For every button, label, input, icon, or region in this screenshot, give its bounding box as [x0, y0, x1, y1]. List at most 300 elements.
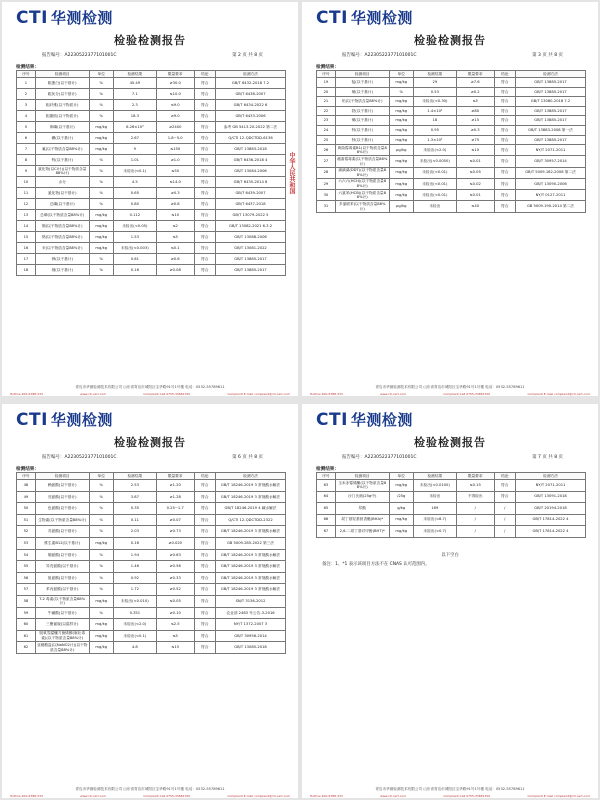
table-cell: 符合: [194, 607, 216, 619]
table-cell: /: [494, 503, 516, 515]
table-cell: GB/T 17814-2022 4: [516, 526, 586, 538]
column-header: 检测项目: [35, 71, 89, 78]
table-cell: 未检出(<0.05): [113, 221, 156, 232]
table-cell: ≤0.15: [456, 480, 494, 492]
table-cell: 18: [17, 265, 36, 276]
table-cell: 六氯苯(HCB)(以干物质含量88%计): [335, 190, 389, 201]
table-cell: /: [494, 514, 516, 526]
table-row: [17, 503, 286, 515]
table-cell: %: [89, 491, 113, 503]
table-cell: 符合: [194, 537, 216, 549]
column-header: 检测项目: [35, 473, 89, 480]
table-cell: 氯化物(以Cl计)(以干物质含量88%计): [35, 166, 89, 177]
table-cell: 62: [17, 642, 36, 654]
table-cell: GB/T 18246-2019 3 常规酸水解法: [216, 572, 286, 584]
column-header: 单位: [389, 71, 413, 78]
table-cell: ≥9.0: [156, 111, 194, 122]
table-cell: 4.5: [113, 177, 156, 188]
table-cell: 未检出(<2.0): [413, 145, 456, 156]
table-row: [17, 133, 286, 144]
table-cell: 符合: [494, 190, 516, 201]
table-cell: 31: [317, 201, 336, 212]
table-cell: 亚硝酸盐(以NaNO2计)(以干物质含量88%计): [36, 642, 88, 652]
table-cell: GB/T 18246-2019 3 常规酸水解法: [216, 491, 286, 503]
table-row: [17, 177, 286, 188]
table-cell: mg/kg: [389, 178, 413, 189]
table-row: [17, 243, 286, 254]
table-row: [17, 199, 286, 210]
table-cell: 未检出(<0.30): [413, 97, 456, 107]
table-cell: %: [89, 111, 113, 122]
table-cell: 0.92: [113, 572, 156, 584]
table-cell: mg/kg: [389, 116, 413, 126]
table-cell: 符合: [494, 87, 516, 97]
table-cell: 59: [17, 607, 36, 619]
hotline-bar: Hotline 400-6788-333 www.cti-cert.com Complaint Call 0755-33681700 Complaint E-mail complaint@cti-cert.com: [10, 794, 290, 798]
table-cell: 钾(以干基计): [35, 254, 89, 265]
report-page-4: [302, 404, 598, 798]
table-cell: 锌(以干基计): [335, 125, 389, 135]
table-cell: %: [89, 199, 113, 210]
table-cell: 不得检出: [456, 491, 494, 503]
table-row: [17, 155, 286, 166]
footer-address: 青岛市华测检测技术有限公司 山东省青岛市城阳区宝华路91号1号楼 电话：0532-55789611: [375, 384, 525, 389]
table-cell: ≥30.0: [156, 78, 194, 89]
table-cell: 符合: [494, 78, 516, 88]
page-title: 检验检测报告: [114, 34, 186, 47]
column-header: 检测方法: [516, 71, 586, 78]
table-row: [17, 111, 286, 122]
table-cell: 2,6-二叔丁基对甲酚(BHT)*: [335, 526, 389, 538]
table-cell: mg/kg: [389, 526, 413, 538]
table-cell: 苯丙氨酸(以干基计): [35, 584, 89, 596]
table-cell: 粗纤维(以干物质计): [35, 100, 89, 111]
table-cell: mg/kg: [89, 122, 113, 133]
table-cell: ≥1.20: [156, 480, 194, 492]
table-cell: 25: [317, 135, 336, 145]
table-cell: 符合: [194, 210, 216, 221]
table-row: [317, 135, 586, 145]
table-cell: GB/T 6436-2018 4: [216, 155, 286, 166]
table-cell: 符合: [494, 135, 516, 145]
table-row: [17, 642, 286, 654]
table-cell: 49: [17, 491, 36, 503]
table-cell: mg/kg: [389, 190, 413, 201]
table-cell: NY/T 1372-2007 3: [216, 619, 286, 631]
column-header: 检测方法: [216, 71, 286, 78]
table-cell: 51: [17, 514, 36, 526]
table-cell: ≥7.6: [456, 78, 494, 88]
table-cell: 钙(以干基计): [35, 155, 89, 166]
results-label: 检测结果：: [16, 65, 39, 70]
table-row: [17, 584, 286, 596]
table-cell: GB/T 13885-2017: [516, 135, 586, 145]
table-cell: 6: [17, 133, 36, 144]
table-cell: 铅(以干物质含量88%计): [335, 97, 389, 107]
footer-address: 青岛市华测检测技术有限公司 山东省青岛市城阳区宝华路91号1号楼 电话：0532-55789611: [375, 786, 525, 791]
table-cell: mg/kg: [389, 106, 413, 116]
table-cell: ≥0.3: [456, 125, 494, 135]
cti-logo: CTI 华测检测: [16, 8, 113, 28]
table-row: [17, 595, 286, 607]
table-cell: 60: [17, 619, 36, 631]
table-cell: GB/T 18246-2019 3 常规酸水解法: [216, 549, 286, 561]
table-cell: 符合: [194, 265, 216, 276]
table-cell: ≤5: [156, 232, 194, 243]
table-cell: 生物素(以干物质含量88%计): [35, 514, 89, 526]
table-cell: mg/kg: [389, 156, 413, 167]
table-cell: 符合: [194, 584, 216, 596]
table-cell: 2.03: [113, 526, 156, 538]
table-cell: ≥15: [456, 116, 494, 126]
table-cell: 3: [17, 100, 36, 111]
table-cell: GB/T 13885-2017: [516, 78, 586, 88]
table-cell: 4: [17, 111, 36, 122]
table-cell: 钠(以干基计): [35, 265, 89, 276]
table-cell: 亮氨酸(以干基计): [35, 491, 89, 503]
table-cell: mg/kg: [389, 480, 413, 492]
table-cell: %: [89, 514, 113, 526]
table-row: [317, 190, 586, 201]
table-cell: GB/T 13885-2017: [516, 116, 586, 126]
table-row: [317, 480, 586, 492]
end-marker: 以下空白: [441, 553, 459, 558]
table-cell: 氟(以干物质含量88%计): [35, 144, 89, 155]
table-cell: 2.67: [113, 133, 156, 144]
table-cell: mg/kg: [89, 210, 113, 221]
table-cell: ≤0.1: [156, 243, 194, 254]
table-cell: /: [494, 526, 516, 538]
table-cell: ≤50: [156, 166, 194, 177]
table-cell: 锰(以干基计): [335, 78, 389, 88]
table-cell: mg/kg: [389, 78, 413, 88]
table-cell: NY/T 2071-2011: [516, 480, 586, 492]
side-mark: 中华人民共和国: [288, 152, 295, 194]
table-cell: 8: [17, 155, 36, 166]
column-header: 检测结果: [113, 71, 156, 78]
table-cell: mg/kg: [389, 135, 413, 145]
table-cell: 24: [317, 125, 336, 135]
table-cell: 30: [317, 190, 336, 201]
footer-address: 青岛市华测检测技术有限公司 山东省青岛市城阳区宝华路91号1号楼 电话：0532-55789611: [75, 384, 225, 389]
table-cell: GB/T 13883-2018: [216, 144, 286, 155]
table-cell: 符合: [194, 177, 216, 188]
table-cell: 总砷(以干物质含量88%计): [35, 210, 89, 221]
table-cell: NY/T 0127-2011: [516, 190, 586, 201]
table-row: [317, 78, 586, 88]
table-cell: %: [89, 89, 113, 100]
table-row: [317, 97, 586, 107]
report-meta: 报告编号：A2230522377101001C 第 3 页 共 8 页: [342, 53, 563, 58]
table-cell: 符合: [494, 491, 516, 503]
column-header: 单位: [89, 71, 113, 78]
table-cell: 铁(以干基计): [335, 106, 389, 116]
table-cell: 组氨酸(以干基计): [35, 572, 89, 584]
table-row: [17, 537, 286, 549]
table-cell: 碘(以干基计): [35, 133, 89, 144]
table-cell: 52: [17, 526, 36, 538]
table-cell: 未检出(<0.01): [413, 190, 456, 201]
table-cell: 15: [17, 232, 36, 243]
table-cell: 11: [17, 188, 36, 199]
table-row: [17, 144, 286, 155]
table-cell: 氯化物(以干基计): [35, 188, 89, 199]
table-cell: 未检出: [413, 491, 456, 503]
table-cell: 未检出(<0.0100): [413, 480, 456, 492]
table-cell: GB/T 18246-2019 3 常规酸水解法: [216, 561, 286, 573]
table-cell: 符合: [194, 572, 216, 584]
table-cell: ≤0.05: [156, 595, 194, 607]
table-cell: %: [89, 177, 113, 188]
table-cell: 三聚氰胺(以湿样计): [35, 619, 89, 631]
results-label: 检测结果：: [316, 467, 339, 472]
table-cell: ≥0.33: [156, 572, 194, 584]
table-cell: mg/kg: [389, 514, 413, 526]
table-cell: GB/T 6437-2018: [216, 199, 286, 210]
table-row: [17, 221, 286, 232]
table-cell: 9: [113, 144, 156, 155]
table-cell: ≤5: [156, 630, 194, 642]
table-cell: 26: [317, 145, 336, 156]
table-row: [17, 188, 286, 199]
table-cell: ≥1.28: [156, 491, 194, 503]
table-cell: 0.16: [113, 265, 156, 276]
column-header: 结论: [494, 71, 516, 78]
table-cell: 符合: [194, 100, 216, 111]
results-label: 检测结果：: [16, 467, 39, 472]
table-cell: mg/kg: [89, 144, 113, 155]
table-cell: 农业部 2483 号公告-3-2016: [216, 607, 286, 619]
table-cell: GB/T 5009.162-2008 第二法: [516, 167, 586, 178]
table-cell: 未检出(<0.01): [413, 167, 456, 178]
column-header: 检测项目: [335, 71, 389, 78]
table-cell: 黄曲霉毒素B1(以干物质含量88%计): [335, 145, 389, 156]
table-cell: 57: [17, 584, 36, 596]
table-cell: 29: [317, 178, 336, 189]
table-cell: GB/T 30956-2014: [216, 630, 286, 642]
table-row: [317, 145, 586, 156]
table-cell: 65: [317, 503, 336, 515]
table-cell: 未检出(<0.01): [413, 178, 456, 189]
table-row: [317, 106, 586, 116]
table-cell: 玉米赤霉烯酮(以干物质含量88%计): [335, 480, 389, 492]
hotline-bar: Hotline 400-6788-333 www.cti-cert.com Complaint Call 0755-33681700 Complaint E-mail complaint@cti-cert.com: [10, 392, 290, 396]
table-cell: mg/kg: [89, 642, 113, 654]
table-cell: GB/T 6435-2014 8: [216, 177, 286, 188]
table-cell: GB/T 6438-2007: [216, 89, 286, 100]
column-header: 序号: [17, 473, 36, 480]
table-cell: 符合: [194, 503, 216, 515]
table-cell: 符合: [194, 89, 216, 100]
table-cell: 0.80: [113, 199, 156, 210]
page-title: 检验检测报告: [414, 436, 486, 449]
table-cell: 符合: [194, 199, 216, 210]
report-page-1: [2, 2, 298, 396]
table-cell: 23: [317, 116, 336, 126]
table-cell: 61: [17, 630, 36, 642]
column-header: 检测方法: [516, 473, 586, 480]
table-row: [17, 166, 286, 177]
table-cell: ≥0.020: [156, 537, 194, 549]
table-row: [17, 619, 286, 631]
table-cell: 45.49: [113, 78, 156, 89]
table-cell: 符合: [194, 243, 216, 254]
table-cell: ≥2400: [156, 122, 194, 133]
table-cell: ≥0.63: [156, 549, 194, 561]
table-cell: Q/CTI 12-QDCTDD-6136: [216, 133, 286, 144]
table-cell: 赖氨酸(以干基计): [35, 480, 89, 492]
table-cell: mg/kg: [89, 595, 113, 607]
table-cell: mg/kg: [89, 619, 113, 631]
hotline-bar: Hotline 400-6788-333 www.cti-cert.com Complaint Call 0755-33681700 Complaint E-mail complaint@cti-cert.com: [310, 392, 590, 396]
table-cell: GB/T 13082-2021 6.3.2: [216, 221, 286, 232]
table-cell: 0.25~1.7: [156, 503, 194, 515]
table-cell: GB/T 17814-2022 4: [516, 514, 586, 526]
table-cell: 20: [317, 87, 336, 97]
table-cell: GB/T 13084-2006: [216, 166, 286, 177]
table-cell: ≥75: [456, 135, 494, 145]
table-cell: 符合: [494, 125, 516, 135]
table-cell: /: [456, 514, 494, 526]
table-cell: 1.72: [113, 584, 156, 596]
table-cell: mg/kg: [89, 221, 113, 232]
table-cell: 0.95: [413, 125, 456, 135]
column-header: 检测项目: [335, 473, 389, 480]
table-header-row: [317, 71, 586, 78]
cti-logo: CTI 华测检测: [316, 410, 413, 430]
table-cell: ≤10: [456, 145, 494, 156]
table-cell: 29: [413, 78, 456, 88]
table-cell: %: [89, 526, 113, 538]
table-cell: mg/kg: [89, 537, 113, 549]
table-cell: 符合: [494, 156, 516, 167]
table-cell: %: [89, 78, 113, 89]
table-row: [17, 254, 286, 265]
column-header: 单位: [89, 473, 113, 480]
table-cell: 铬(以干物质含量88%计): [35, 232, 89, 243]
table-cell: ≤40: [456, 201, 494, 212]
table-cell: 10: [17, 177, 36, 188]
table-cell: 67: [317, 526, 336, 538]
table-cell: 28: [317, 167, 336, 178]
table-cell: 汞(以干物质含量88%计): [35, 243, 89, 254]
table-cell: 7.1: [113, 89, 156, 100]
table-cell: 尿酸: [335, 503, 389, 515]
table-cell: mg/kg: [389, 167, 413, 178]
table-cell: GB/T 13885-2017: [216, 265, 286, 276]
table-cell: mg/kg: [389, 97, 413, 107]
table-cell: 2.53: [113, 480, 156, 492]
table-cell: ≤0.01: [456, 190, 494, 201]
table-cell: 维生素B12(以干基计): [35, 537, 89, 549]
table-cell: /: [456, 503, 494, 515]
table-cell: 符合: [194, 526, 216, 538]
table-row: [317, 526, 586, 538]
table-row: [17, 122, 286, 133]
table-row: [317, 491, 586, 503]
table-cell: 叔丁基羟基茴香醚(BHA)*: [335, 514, 389, 526]
table-cell: 1.53: [113, 232, 156, 243]
table-row: [317, 156, 586, 167]
table-cell: mg/kg: [89, 630, 113, 642]
table-cell: %: [89, 265, 113, 276]
table-cell: ≤0.05: [456, 167, 494, 178]
table-cell: ≤10: [156, 210, 194, 221]
column-header: 检测方法: [216, 473, 286, 480]
table-cell: GB/T 20194-2018: [516, 503, 586, 515]
table-cell: 7: [17, 144, 36, 155]
table-cell: T-2 毒素(以干物质含量88%计): [35, 595, 89, 607]
table-cell: 3.87: [113, 491, 156, 503]
table-cell: 14: [17, 221, 36, 232]
table-cell: Q/CTI 12-QDCTDD-2322: [216, 514, 286, 526]
table-cell: 色氨酸(以干基计): [35, 503, 89, 515]
table-cell: ≥0.6: [156, 254, 194, 265]
table-row: [17, 232, 286, 243]
table-cell: %: [89, 572, 113, 584]
table-cell: 53: [17, 537, 36, 549]
table-cell: 2.3: [113, 100, 156, 111]
table-cell: 符合: [194, 549, 216, 561]
column-header: 限量要求: [456, 473, 494, 480]
table-cell: %: [89, 100, 113, 111]
table-cell: GB/T 6434-2022 6: [216, 100, 286, 111]
table-cell: ≥0.52: [156, 584, 194, 596]
table-cell: 17: [17, 254, 36, 265]
table-cell: 铜(以干基计): [335, 116, 389, 126]
table-cell: /: [456, 526, 494, 538]
table-cell: %: [389, 87, 413, 97]
table-cell: %: [89, 166, 113, 177]
table-cell: 未检出: [413, 201, 456, 212]
table-cell: 总磷(以干基计): [35, 199, 89, 210]
table-cell: %: [89, 480, 113, 492]
column-header: 序号: [317, 71, 336, 78]
table-cell: 0.61: [113, 254, 156, 265]
table-cell: GB/T 6433-2006: [216, 111, 286, 122]
table-cell: %: [89, 503, 113, 515]
table-cell: 未检出(<0.7): [413, 526, 456, 538]
table-row: [17, 526, 286, 538]
table-row: [317, 87, 586, 97]
table-cell: %: [89, 188, 113, 199]
table-cell: 参考 GB 5413.20-2022 第二法: [216, 122, 286, 133]
table-cell: 未检出(<8.7): [413, 514, 456, 526]
table-cell: 符合: [194, 254, 216, 265]
table-cell: 符合: [494, 178, 516, 189]
column-header: 限量要求: [156, 71, 194, 78]
table-cell: 粗脂肪(以干物质计): [35, 111, 89, 122]
table-cell: 19: [317, 78, 336, 88]
table-cell: GB/T 30957-2014: [516, 156, 586, 167]
table-cell: 镉(以干物质含量88%计): [35, 221, 89, 232]
table-row: [17, 630, 286, 642]
table-cell: 66: [317, 514, 336, 526]
table-cell: 符合: [194, 491, 216, 503]
table-cell: NY/T 2071-2011: [516, 145, 586, 156]
table-cell: 22: [317, 106, 336, 116]
table-row: [17, 561, 286, 573]
table-cell: mg/kg: [89, 133, 113, 144]
table-header-row: [17, 71, 286, 78]
column-header: 检测结果: [413, 71, 456, 78]
table-row: [17, 514, 286, 526]
table-cell: 符合: [494, 201, 516, 212]
table-cell: 0.53: [413, 87, 456, 97]
table-row: [317, 167, 586, 178]
table-cell: 符合: [194, 122, 216, 133]
table-cell: 6.26×10³: [113, 122, 156, 133]
